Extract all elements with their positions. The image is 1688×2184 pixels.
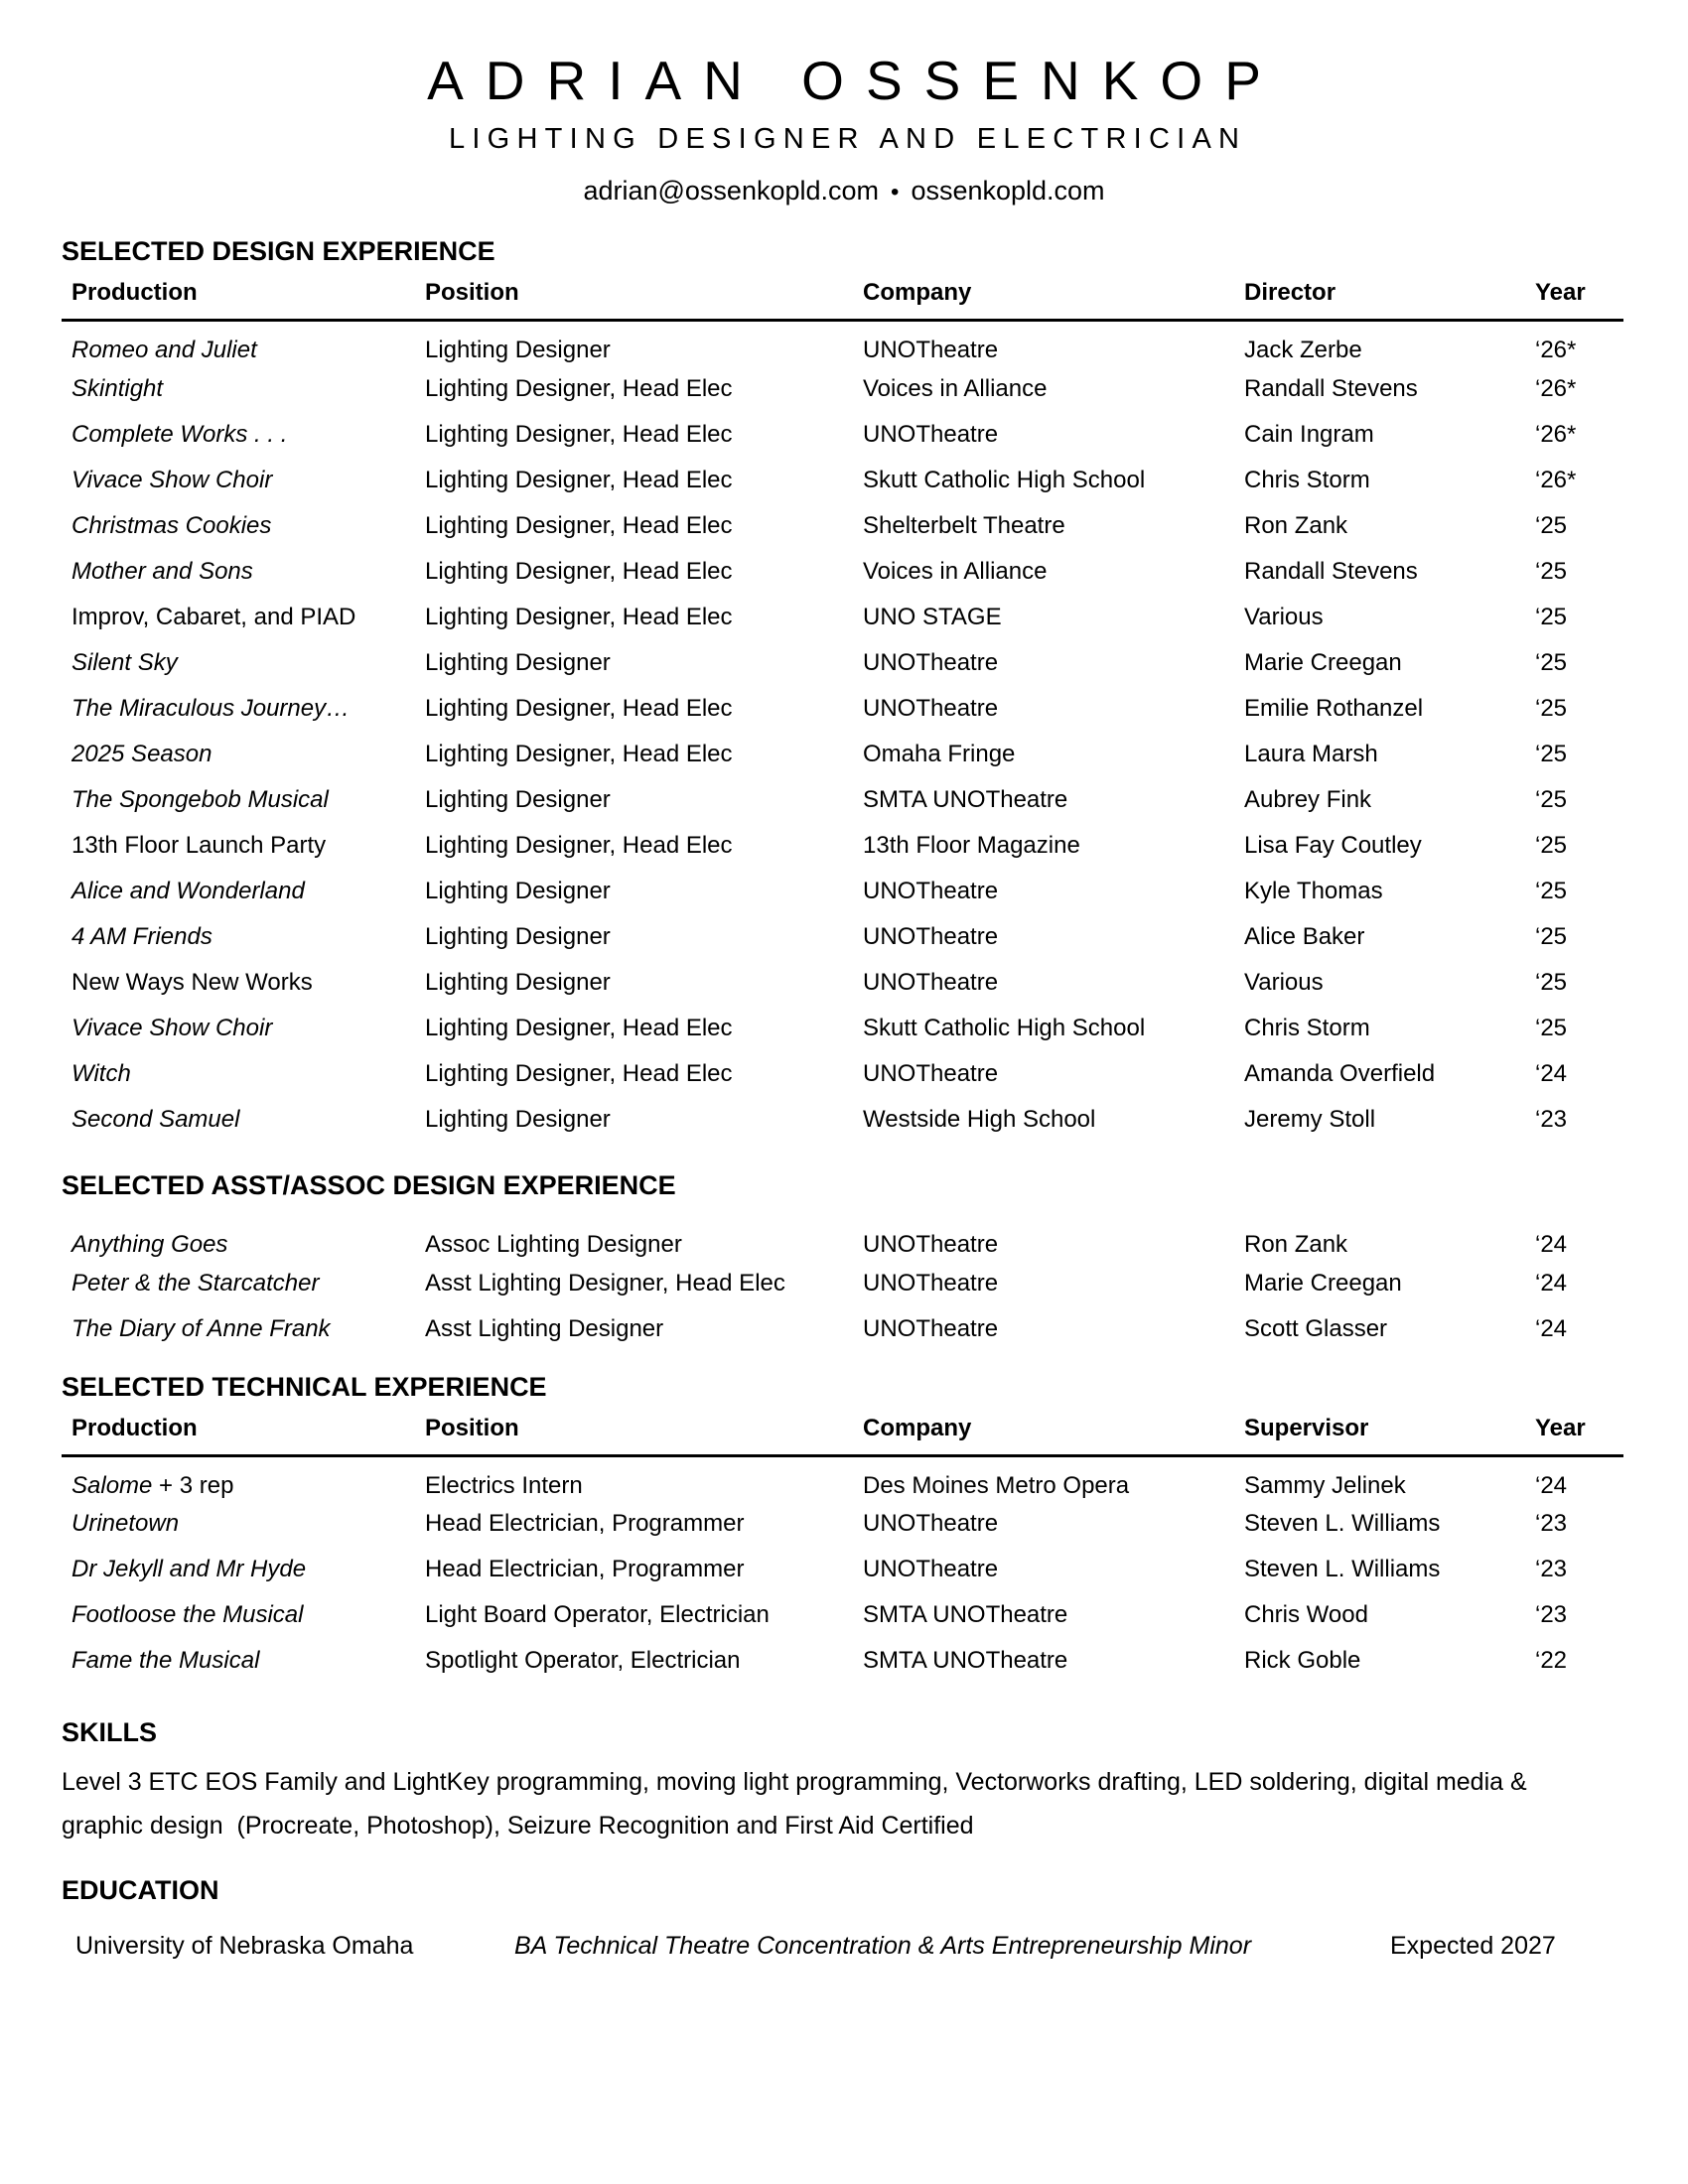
position-cell: Lighting Designer, Head Elec: [425, 603, 733, 630]
column-header-year: Year: [1525, 1409, 1623, 1456]
table-row: [62, 595, 1623, 640]
director-cell: Chris Storm: [1244, 1014, 1370, 1041]
position-cell: Lighting Designer, Head Elec: [425, 740, 733, 767]
year-cell: ‘25: [1535, 877, 1568, 904]
production-title: New Ways New Works: [71, 968, 313, 996]
skills-section: [62, 1719, 1626, 1847]
column-header-year: Year: [1525, 273, 1623, 321]
production-title: Salome: [71, 1471, 153, 1499]
table-row: [62, 823, 1623, 869]
header-row: [62, 1409, 1623, 1456]
year-cell: ‘24: [1535, 1314, 1568, 1342]
supervisor-cell: Rick Goble: [1244, 1647, 1361, 1674]
company-cell: UNO STAGE: [863, 603, 1002, 630]
assoc-experience-section: [62, 1169, 1626, 1352]
table-row: [62, 1097, 1623, 1143]
director-cell: Lisa Fay Coutley: [1244, 831, 1422, 859]
production-title: Footloose the Musical: [71, 1601, 304, 1628]
technical-table-body: [62, 1455, 1623, 1684]
production-cell: [62, 412, 415, 458]
position-cell: Lighting Designer, Head Elec: [425, 466, 733, 493]
position-cell: Lighting Designer, Head Elec: [425, 831, 733, 859]
production-cell: [62, 1501, 415, 1547]
table-row: [62, 1501, 1623, 1547]
table-row: [62, 1306, 1623, 1352]
director-cell: Cain Ingram: [1244, 420, 1374, 448]
year-cell: ‘23: [1535, 1601, 1568, 1628]
production-title: Vivace Show Choir: [71, 466, 273, 493]
position-cell: Lighting Designer: [425, 1105, 611, 1133]
year-cell: ‘22: [1535, 1647, 1568, 1674]
position-cell: Lighting Designer: [425, 337, 611, 364]
production-cell: [62, 1592, 415, 1638]
table-row: [62, 1455, 1623, 1501]
design-table-header: [62, 273, 1623, 321]
director-cell: Randall Stevens: [1244, 557, 1418, 585]
section-heading-assoc: SELECTED ASST/ASSOC DESIGN EXPERIENCE: [62, 1169, 676, 1200]
position-cell: Asst Lighting Designer: [425, 1314, 664, 1342]
year-cell: ‘25: [1535, 922, 1568, 950]
column-header-company: Company: [853, 1409, 1234, 1456]
year-cell: ‘26*: [1535, 337, 1577, 364]
year-cell: ‘25: [1535, 831, 1568, 859]
position-cell: Assoc Lighting Designer: [425, 1230, 682, 1258]
production-title: Skintight: [71, 374, 164, 402]
assoc-experience-table: [62, 1215, 1623, 1352]
year-cell: ‘24: [1535, 1059, 1568, 1087]
contact-line: [62, 178, 1626, 205]
company-cell: Voices in Alliance: [863, 557, 1048, 585]
year-cell: ‘23: [1535, 1105, 1568, 1133]
table-row: [62, 1215, 1623, 1261]
year-cell: ‘25: [1535, 511, 1568, 539]
table-row: [62, 549, 1623, 595]
column-header-position: Position: [415, 1409, 853, 1456]
production-suffix: + 3 rep: [152, 1471, 234, 1499]
director-cell: Emilie Rothanzel: [1244, 694, 1424, 722]
year-cell: ‘24: [1535, 1471, 1568, 1499]
production-cell: [62, 458, 415, 503]
year-cell: ‘26*: [1535, 420, 1577, 448]
company-cell: SMTA UNOTheatre: [863, 1647, 1068, 1674]
position-cell: Lighting Designer, Head Elec: [425, 1059, 733, 1087]
company-cell: UNOTheatre: [863, 420, 999, 448]
director-cell: Marie Creegan: [1244, 1269, 1402, 1297]
table-row: [62, 1547, 1623, 1592]
production-title: 2025 Season: [71, 740, 212, 767]
technical-experience-section: [62, 1371, 1626, 1685]
production-title: The Diary of Anne Frank: [71, 1314, 331, 1342]
year-cell: ‘25: [1535, 557, 1568, 585]
position-cell: Lighting Designer: [425, 785, 611, 813]
job-title: LIGHTING DESIGNER AND ELECTRICIAN: [449, 123, 1247, 155]
director-cell: Laura Marsh: [1244, 740, 1378, 767]
production-title: Complete Works . . .: [71, 420, 288, 448]
position-cell: Lighting Designer, Head Elec: [425, 374, 733, 402]
year-cell: ‘25: [1535, 694, 1568, 722]
table-row: [62, 869, 1623, 914]
production-title: The Miraculous Journey…: [71, 694, 351, 722]
year-cell: ‘25: [1535, 785, 1568, 813]
table-row: [62, 321, 1623, 366]
position-cell: Head Electrician, Programmer: [425, 1556, 745, 1582]
position-cell: Spotlight Operator, Electrician: [425, 1647, 741, 1674]
company-cell: UNOTheatre: [863, 1314, 999, 1342]
director-cell: Marie Creegan: [1244, 648, 1402, 676]
director-cell: Ron Zank: [1244, 511, 1348, 539]
position-cell: Lighting Designer: [425, 922, 611, 950]
year-cell: ‘23: [1535, 1556, 1568, 1582]
company-cell: UNOTheatre: [863, 1059, 999, 1087]
education-expected-date: Expected 2027: [1390, 1932, 1556, 1960]
production-cell: [62, 1051, 415, 1097]
production-title: Anything Goes: [71, 1230, 228, 1258]
table-row: [62, 1592, 1623, 1638]
director-cell: Scott Glasser: [1244, 1314, 1388, 1342]
production-title: Christmas Cookies: [71, 511, 272, 539]
year-cell: ‘23: [1535, 1510, 1568, 1537]
production-title: Romeo and Juliet: [71, 337, 257, 364]
table-row: [62, 640, 1623, 686]
supervisor-cell: Steven L. Williams: [1244, 1510, 1441, 1537]
year-cell: ‘24: [1535, 1269, 1568, 1297]
year-cell: ‘25: [1535, 1014, 1568, 1041]
production-cell: [62, 823, 415, 869]
section-heading-education: EDUCATION: [62, 1875, 219, 1905]
production-cell: [62, 503, 415, 549]
production-cell: [62, 732, 415, 777]
design-experience-table: [62, 273, 1623, 1143]
company-cell: UNOTheatre: [863, 648, 999, 676]
director-cell: Amanda Overfield: [1244, 1059, 1436, 1087]
company-cell: Skutt Catholic High School: [863, 466, 1146, 493]
design-table-body: [62, 321, 1623, 1143]
section-heading-skills: SKILLS: [62, 1717, 158, 1747]
person-name: ADRIAN OSSENKOP: [427, 50, 1283, 111]
company-cell: Shelterbelt Theatre: [863, 511, 1065, 539]
production-title: Dr Jekyll and Mr Hyde: [71, 1556, 307, 1582]
table-row: [62, 1638, 1623, 1684]
section-heading-technical: SELECTED TECHNICAL EXPERIENCE: [62, 1371, 547, 1402]
director-cell: Jack Zerbe: [1244, 337, 1362, 364]
table-row: [62, 686, 1623, 732]
director-cell: Kyle Thomas: [1244, 877, 1383, 904]
production-cell: [62, 640, 415, 686]
header-row: [62, 273, 1623, 321]
education-row: [75, 1932, 1626, 1961]
production-cell: [62, 1547, 415, 1592]
company-cell: 13th Floor Magazine: [863, 831, 1080, 859]
position-cell: Lighting Designer, Head Elec: [425, 511, 733, 539]
production-title: Second Samuel: [71, 1105, 240, 1133]
production-cell: [62, 914, 415, 960]
director-cell: Aubrey Fink: [1244, 785, 1372, 813]
director-cell: Ron Zank: [1244, 1230, 1348, 1258]
column-header-director: Director: [1234, 273, 1525, 321]
position-cell: Lighting Designer, Head Elec: [425, 694, 733, 722]
company-cell: UNOTheatre: [863, 877, 999, 904]
column-header-supervisor: Supervisor: [1234, 1409, 1525, 1456]
column-header-production: Production: [62, 273, 415, 321]
position-cell: Lighting Designer: [425, 648, 611, 676]
company-cell: Westside High School: [863, 1105, 1096, 1133]
table-row: [62, 1261, 1623, 1306]
technical-table-header: [62, 1409, 1623, 1456]
education-section: [62, 1877, 1626, 1961]
table-row: [62, 412, 1623, 458]
position-cell: Lighting Designer: [425, 877, 611, 904]
column-header-position: Position: [415, 273, 853, 321]
technical-experience-table: [62, 1409, 1623, 1685]
director-cell: Various: [1244, 603, 1324, 630]
company-cell: Omaha Fringe: [863, 740, 1016, 767]
company-cell: Voices in Alliance: [863, 374, 1048, 402]
production-cell: [62, 1097, 415, 1143]
education-institution: University of Nebraska Omaha: [75, 1932, 414, 1960]
table-row: [62, 732, 1623, 777]
director-cell: Various: [1244, 968, 1324, 996]
table-row: [62, 503, 1623, 549]
supervisor-cell: Sammy Jelinek: [1244, 1471, 1406, 1499]
company-cell: UNOTheatre: [863, 337, 999, 364]
design-experience-section: [62, 238, 1626, 1143]
email-link[interactable]: adrian@ossenkopld.com: [583, 176, 880, 205]
year-cell: ‘25: [1535, 648, 1568, 676]
position-cell: Light Board Operator, Electrician: [425, 1601, 770, 1628]
position-cell: Asst Lighting Designer, Head Elec: [425, 1269, 785, 1297]
education-degree: BA Technical Theatre Concentration & Arts Entrepreneurship Minor: [514, 1932, 1252, 1960]
assoc-table-body: [62, 1215, 1623, 1352]
year-cell: ‘24: [1535, 1230, 1568, 1258]
production-title: Vivace Show Choir: [71, 1014, 273, 1041]
company-cell: UNOTheatre: [863, 694, 999, 722]
table-row: [62, 458, 1623, 503]
resume-header: [62, 50, 1626, 205]
position-cell: Lighting Designer, Head Elec: [425, 1014, 733, 1041]
supervisor-cell: Steven L. Williams: [1244, 1556, 1441, 1582]
production-cell: [62, 1638, 415, 1684]
column-header-production: Production: [62, 1409, 415, 1456]
position-cell: Electrics Intern: [425, 1471, 583, 1499]
company-cell: UNOTheatre: [863, 1230, 999, 1258]
company-cell: UNOTheatre: [863, 1556, 999, 1582]
column-header-company: Company: [853, 273, 1234, 321]
year-cell: ‘26*: [1535, 466, 1577, 493]
production-title: Alice and Wonderland: [71, 877, 305, 904]
website-link[interactable]: ossenkopld.com: [911, 176, 1105, 205]
company-cell: SMTA UNOTheatre: [863, 1601, 1068, 1628]
position-cell: Lighting Designer: [425, 968, 611, 996]
production-cell: [62, 1306, 415, 1352]
table-row: [62, 1006, 1623, 1051]
production-title: 4 AM Friends: [71, 922, 212, 950]
year-cell: ‘25: [1535, 603, 1568, 630]
director-cell: Jeremy Stoll: [1244, 1105, 1376, 1133]
year-cell: ‘26*: [1535, 374, 1577, 402]
production-title: Mother and Sons: [71, 557, 253, 585]
table-row: [62, 777, 1623, 823]
production-title: Silent Sky: [71, 648, 178, 676]
production-cell: [62, 1215, 415, 1261]
production-cell: [62, 777, 415, 823]
skills-text: Level 3 ETC EOS Family and LightKey programming, moving light programming, Vectorworks drafting, LED soldering, digital media & graphic design (Procreate, Photoshop), Seizure Recognition and First Aid Certified: [62, 1768, 1534, 1840]
production-title: Urinetown: [71, 1510, 180, 1537]
table-row: [62, 1051, 1623, 1097]
production-title: Fame the Musical: [71, 1647, 260, 1674]
director-cell: Alice Baker: [1244, 922, 1365, 950]
director-cell: Chris Storm: [1244, 466, 1370, 493]
company-cell: Skutt Catholic High School: [863, 1014, 1146, 1041]
company-cell: UNOTheatre: [863, 922, 999, 950]
company-cell: SMTA UNOTheatre: [863, 785, 1068, 813]
production-title: Peter & the Starcatcher: [71, 1269, 320, 1297]
production-title: 13th Floor Launch Party: [71, 831, 327, 859]
year-cell: ‘25: [1535, 740, 1568, 767]
production-title: Improv, Cabaret, and PIAD: [71, 603, 356, 630]
table-row: [62, 960, 1623, 1006]
production-cell: [62, 1455, 415, 1501]
position-cell: Head Electrician, Programmer: [425, 1510, 745, 1537]
production-title: Witch: [71, 1059, 131, 1087]
production-cell: [62, 1006, 415, 1051]
supervisor-cell: Chris Wood: [1244, 1601, 1368, 1628]
production-cell: [62, 366, 415, 412]
company-cell: UNOTheatre: [863, 1269, 999, 1297]
position-cell: Lighting Designer, Head Elec: [425, 557, 733, 585]
production-cell: [62, 1261, 415, 1306]
table-row: [62, 914, 1623, 960]
production-cell: [62, 869, 415, 914]
position-cell: Lighting Designer, Head Elec: [425, 420, 733, 448]
table-row: [62, 366, 1623, 412]
production-cell: [62, 321, 415, 366]
production-title: The Spongebob Musical: [71, 785, 329, 813]
company-cell: UNOTheatre: [863, 1510, 999, 1537]
production-cell: [62, 549, 415, 595]
director-cell: Randall Stevens: [1244, 374, 1418, 402]
section-heading-design: SELECTED DESIGN EXPERIENCE: [62, 236, 495, 266]
production-cell: [62, 595, 415, 640]
year-cell: ‘25: [1535, 968, 1568, 996]
company-cell: Des Moines Metro Opera: [863, 1471, 1130, 1499]
company-cell: UNOTheatre: [863, 968, 999, 996]
bullet-separator: •: [891, 179, 900, 205]
production-cell: [62, 686, 415, 732]
production-cell: [62, 960, 415, 1006]
